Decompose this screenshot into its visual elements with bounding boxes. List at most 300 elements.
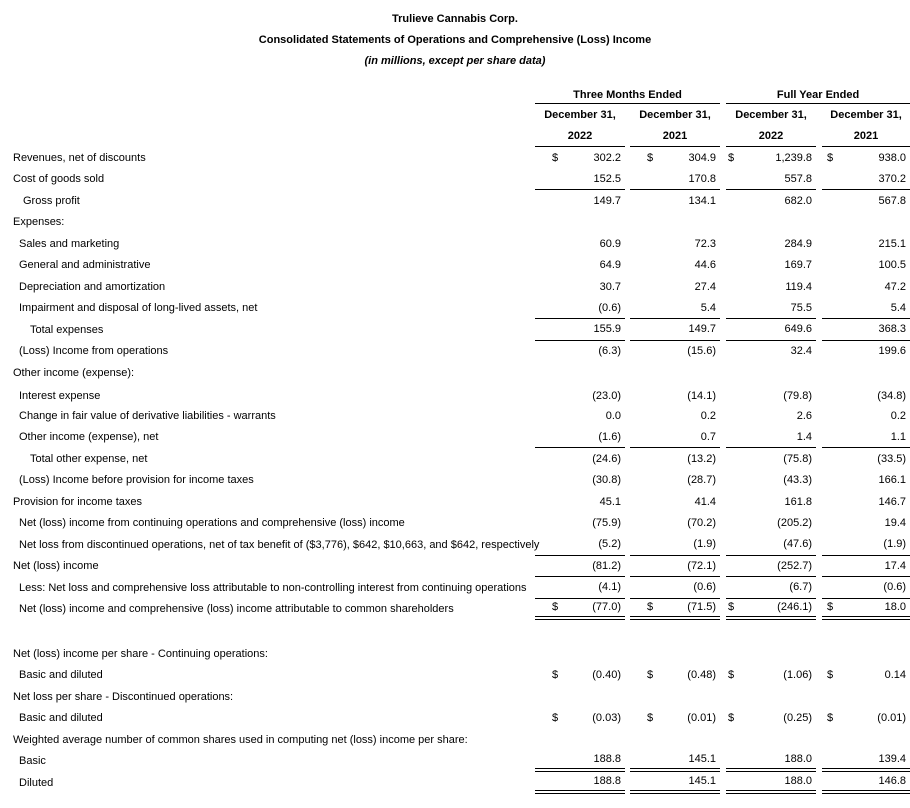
value-cell [822,362,910,384]
table-row [0,534,910,556]
header-spacer [0,104,535,125]
value-text: (1.9) [693,538,717,551]
row-label: Net loss per share - Discontinued operations: [13,690,234,703]
value-cell [535,298,625,320]
value-cell [726,255,816,277]
value-cell [726,169,816,191]
value-text: (70.2) [687,517,717,530]
value-cell [535,405,625,427]
value-text: 100.5 [878,259,907,272]
value-text: 32.4 [790,345,813,358]
value-text: 145.1 [688,753,717,766]
value-text: (246.1) [777,601,813,614]
value-cell [535,534,625,556]
period-group-row [0,86,910,104]
value-cell [726,147,816,169]
dollar-sign: $ [827,669,834,682]
value-text: 166.1 [878,474,907,487]
value-text: 0.2 [890,409,907,422]
value-text: (4.1) [598,581,621,594]
value-text: 368.3 [878,323,907,336]
value-cell [726,362,816,384]
value-cell [535,190,625,212]
value-text: (0.6) [883,581,907,594]
value-text: (47.6) [783,538,813,551]
income-statement-table [0,86,910,794]
value-cell [726,577,816,599]
value-cell [630,534,720,556]
value-text: (75.8) [783,452,813,465]
value-cell [726,212,816,234]
column-year-row [0,125,910,147]
value-text: 155.9 [593,323,621,336]
value-text: 5.4 [890,301,907,314]
value-cell [535,491,625,513]
value-text: 134.1 [688,194,717,207]
table-head [0,86,910,147]
value-cell [726,384,816,406]
value-cell [535,362,625,384]
row-label: Basic and diluted [19,712,103,725]
value-cell [630,577,720,599]
document-header [0,0,910,70]
dollar-sign: $ [647,151,654,164]
value-text: (79.8) [783,390,813,403]
row-label: Other income (expense): [13,366,135,379]
value-text: (34.8) [877,390,907,403]
value-text: 45.1 [599,495,621,508]
row-label: Gross profit [23,194,80,207]
value-text: (71.5) [687,601,717,614]
value-cell [630,665,720,687]
column-group-header: Three Months Ended [535,86,720,104]
value-text: (0.40) [592,669,621,682]
value-cell [726,643,816,665]
value-cell [535,686,625,708]
column-group-header: Full Year Ended [726,86,910,104]
value-cell [822,599,910,621]
statement-title: Consolidated Statements of Operations and Comprehensive (Loss) Income [258,34,652,46]
value-cell [535,276,625,298]
table-row [0,470,910,492]
value-text: 370.2 [878,172,907,185]
value-text: (0.48) [687,669,717,682]
value-cell [535,556,625,578]
value-cell [630,233,720,255]
value-text: (6.3) [598,345,621,358]
row-label: Weighted average number of common shares used in computing net (loss) income per share: [13,733,468,746]
table-row [0,190,910,212]
value-cell [726,448,816,470]
table-row [0,298,910,320]
value-cell [630,513,720,535]
value-cell [630,643,720,665]
value-text: 75.5 [790,301,813,314]
row-label: Depreciation and amortization [19,280,166,293]
value-text: 27.4 [694,280,717,293]
value-cell [630,384,720,406]
dollar-sign: $ [552,151,559,164]
value-text: 682.0 [784,194,813,207]
value-text: 145.1 [688,774,717,787]
value-cell [822,427,910,449]
dollar-sign: $ [728,669,735,682]
table-row [0,341,910,363]
value-text: 0.7 [700,430,717,443]
value-text: 169.7 [784,259,813,272]
table-row [0,255,910,277]
value-cell [822,491,910,513]
table-row [0,212,910,234]
value-cell [726,190,816,212]
row-label: Revenues, net of discounts [13,151,146,164]
value-text: 1.4 [796,430,813,443]
value-cell [630,405,720,427]
value-text: 557.8 [784,172,813,185]
value-text: 5.4 [700,301,717,314]
value-text: 2.6 [796,409,813,422]
value-cell [822,384,910,406]
table-row [0,233,910,255]
value-text: (30.8) [592,474,621,487]
spacer-row [0,620,910,643]
value-cell [535,470,625,492]
dollar-sign: $ [647,669,654,682]
value-text: 304.9 [688,151,717,164]
value-text: (0.01) [687,712,717,725]
value-cell [535,233,625,255]
table-row [0,599,910,621]
value-cell [535,212,625,234]
value-text: (28.7) [687,474,717,487]
value-text: 146.7 [878,495,907,508]
value-cell [726,319,816,341]
value-cell [822,190,910,212]
value-text: 302.2 [593,151,621,164]
value-text: 1.1 [890,430,907,443]
value-cell [822,147,910,169]
value-cell [726,599,816,621]
value-text: (24.6) [592,452,621,465]
row-label: (Loss) Income before provision for income taxes [19,474,254,487]
value-text: 0.2 [700,409,717,422]
value-cell [535,577,625,599]
row-label: Net (loss) income [13,560,99,573]
value-cell [822,534,910,556]
row-label: Less: Net loss and comprehensive loss attributable to non-controlling interest from continuing operations [19,581,527,594]
row-label: Provision for income taxes [13,495,142,508]
column-date-header: December 31, [639,108,711,121]
dollar-sign: $ [552,712,559,725]
value-text: (23.0) [592,390,621,403]
value-cell [726,751,816,773]
value-cell [726,772,816,794]
value-cell [822,708,910,730]
column-year-header: 2021 [630,125,720,147]
value-text: 161.8 [784,495,813,508]
column-date-header: December 31, [544,108,616,121]
row-label: Cost of goods sold [13,173,105,186]
value-cell [630,190,720,212]
row-label: Sales and marketing [19,237,120,250]
dollar-sign: $ [647,712,654,725]
row-label: Net loss from discontinued operations, net of tax benefit of ($3,776), $642, $10,663, and $642, respectively [19,538,540,551]
value-cell [630,751,720,773]
value-cell [630,470,720,492]
value-text: (5.2) [598,538,621,551]
value-cell [726,405,816,427]
value-cell [535,708,625,730]
value-cell [822,276,910,298]
table-row [0,169,910,191]
value-text: (252.7) [777,559,813,572]
value-cell [535,513,625,535]
value-cell [726,341,816,363]
value-cell [630,708,720,730]
value-text: 284.9 [784,237,813,250]
table-row [0,513,910,535]
value-text: (75.9) [592,517,621,530]
value-cell [726,686,816,708]
value-text: 72.3 [694,237,717,250]
value-cell [822,233,910,255]
table-row [0,362,910,384]
value-text: 64.9 [599,259,621,272]
value-text: 188.8 [593,753,621,766]
value-text: (6.7) [789,581,813,594]
value-text: 567.8 [878,194,907,207]
value-cell [535,384,625,406]
dollar-sign: $ [552,601,559,614]
value-text: 188.0 [784,774,813,787]
spacer-cell [0,620,910,643]
table-row [0,665,910,687]
value-cell [822,643,910,665]
value-cell [822,513,910,535]
value-cell [726,491,816,513]
row-label: Total expenses [30,323,104,336]
value-text: 30.7 [599,280,621,293]
header-spacer [0,125,535,147]
value-text: (0.01) [877,712,907,725]
table-row [0,147,910,169]
value-text: (0.25) [783,712,813,725]
column-date-header: December 31, [735,108,807,121]
value-cell [822,298,910,320]
value-text: 938.0 [878,151,907,164]
value-cell [822,470,910,492]
value-cell [535,319,625,341]
value-cell [726,470,816,492]
row-label: (Loss) Income from operations [19,345,169,358]
row-label: Basic [19,755,46,768]
row-label: Net (loss) income and comprehensive (loss) income attributable to common shareholders [19,603,454,616]
value-cell [822,556,910,578]
value-cell [822,255,910,277]
value-text: 199.6 [878,345,907,358]
row-label: Net (loss) income per share - Continuing operations: [13,647,268,660]
value-text: 17.4 [884,559,907,572]
dollar-sign: $ [827,712,834,725]
value-cell [822,751,910,773]
table-row [0,686,910,708]
column-year-header: 2022 [535,125,625,147]
value-text: (0.6) [598,301,621,314]
value-cell [535,643,625,665]
value-text: (13.2) [687,452,717,465]
table-row [0,708,910,730]
table-row [0,491,910,513]
value-text: 139.4 [878,753,907,766]
table-row [0,448,910,470]
value-cell [630,147,720,169]
value-cell [535,665,625,687]
table-row [0,751,910,773]
value-cell [535,255,625,277]
value-text: (1.6) [598,430,621,443]
value-cell [630,362,720,384]
value-cell [535,427,625,449]
statement-subtitle: (in millions, except per share data) [364,55,546,67]
value-cell [726,729,816,751]
value-text: (205.2) [777,517,813,530]
dollar-sign: $ [647,601,654,614]
table-row [0,427,910,449]
value-cell [630,341,720,363]
value-text: 47.2 [884,280,907,293]
value-cell [630,599,720,621]
value-cell [630,729,720,751]
value-cell [726,665,816,687]
value-cell [822,212,910,234]
table-row [0,772,910,794]
table-row [0,319,910,341]
value-cell [822,169,910,191]
value-text: 215.1 [878,237,907,250]
value-cell [630,169,720,191]
row-label: Impairment and disposal of long-lived assets, net [19,302,258,315]
value-text: 649.6 [784,323,813,336]
value-cell [822,577,910,599]
value-text: (33.5) [877,452,907,465]
value-text: 0.0 [605,409,621,422]
value-text: (0.6) [693,581,717,594]
value-text: (1.9) [883,538,907,551]
value-cell [535,729,625,751]
value-text: (77.0) [592,601,621,614]
value-text: 19.4 [884,517,907,530]
value-text: 0.14 [884,669,907,682]
row-label: Change in fair value of derivative liabilities - warrants [19,409,276,422]
value-cell [822,665,910,687]
value-cell [726,556,816,578]
value-cell [535,448,625,470]
column-year-header: 2022 [726,125,816,147]
value-cell [630,319,720,341]
column-date-header: December 31, [830,108,902,121]
table-row [0,405,910,427]
header-spacer [0,86,535,104]
value-text: 188.0 [784,753,813,766]
value-cell [630,427,720,449]
row-label: Interest expense [19,390,101,403]
value-text: 146.8 [878,774,907,787]
value-text: (0.03) [592,712,621,725]
value-text: 188.8 [593,774,621,787]
value-cell [822,341,910,363]
value-text: 119.4 [785,280,813,293]
value-text: 1,239.8 [775,151,813,164]
value-text: 41.4 [694,495,717,508]
value-cell [726,708,816,730]
value-cell [822,319,910,341]
row-label: Diluted [19,776,54,789]
column-date-row [0,104,910,125]
value-text: (81.2) [592,559,621,572]
value-cell [822,405,910,427]
dollar-sign: $ [728,601,735,614]
value-text: 18.0 [884,601,907,614]
value-cell [822,729,910,751]
value-cell [726,276,816,298]
value-cell [726,298,816,320]
value-cell [726,513,816,535]
value-cell [630,298,720,320]
table-row [0,384,910,406]
value-cell [726,233,816,255]
table-row [0,577,910,599]
value-text: 149.7 [688,323,717,336]
value-cell [535,169,625,191]
row-label: Net (loss) income from continuing operations and comprehensive (loss) income [19,517,405,530]
value-cell [726,534,816,556]
value-text: (43.3) [783,474,813,487]
value-cell [535,147,625,169]
row-label: Total other expense, net [30,452,148,465]
dollar-sign: $ [552,669,559,682]
value-cell [726,427,816,449]
dollar-sign: $ [827,151,834,164]
value-cell [630,686,720,708]
dollar-sign: $ [728,151,735,164]
value-cell [630,772,720,794]
value-cell [535,751,625,773]
value-cell [535,599,625,621]
value-text: 149.7 [593,194,621,207]
row-label: General and administrative [19,259,151,272]
value-cell [630,556,720,578]
value-text: (14.1) [687,390,717,403]
value-text: (72.1) [687,559,717,572]
table-row [0,276,910,298]
row-label: Expenses: [13,216,65,229]
company-name: Trulieve Cannabis Corp. [392,13,518,25]
value-text: 60.9 [599,237,621,250]
table-row [0,729,910,751]
value-cell [630,491,720,513]
value-cell [630,276,720,298]
value-cell [630,448,720,470]
value-cell [822,686,910,708]
value-cell [630,255,720,277]
dollar-sign: $ [827,601,834,614]
value-cell [630,212,720,234]
row-label: Basic and diluted [19,669,103,682]
table-row [0,556,910,578]
dollar-sign: $ [728,712,735,725]
table-row [0,643,910,665]
value-text: 44.6 [694,259,717,272]
